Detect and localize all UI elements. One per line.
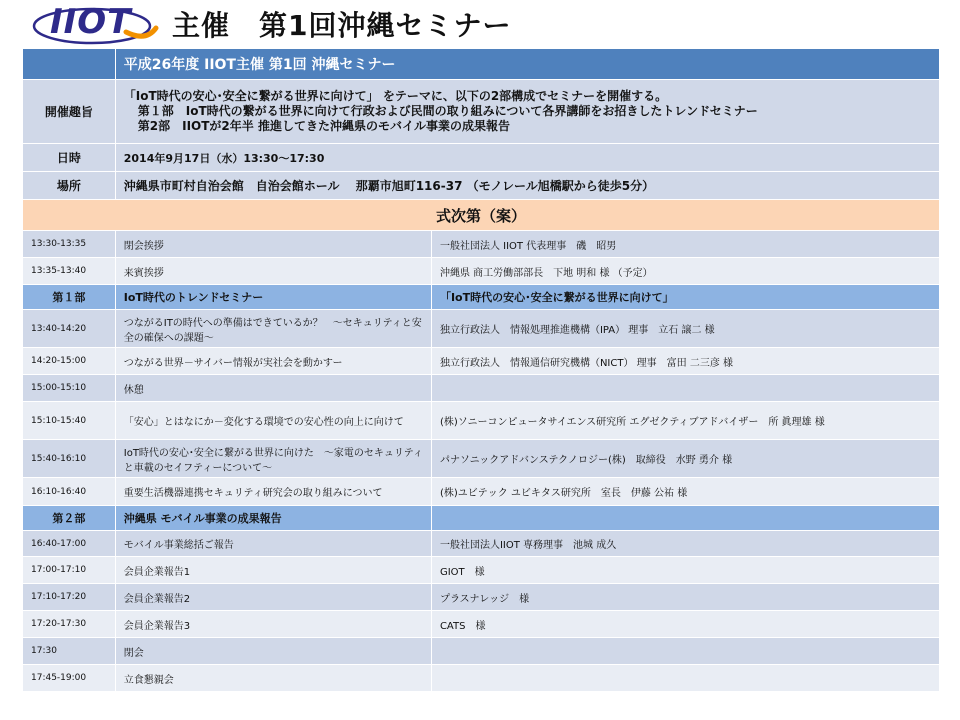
speaker-cell: 一般社団法人IIOT 専務理事 池城 成久: [431, 531, 939, 557]
iiot-logo: [30, 2, 160, 46]
program-title-row: [23, 200, 940, 231]
item-cell: 閉会: [115, 638, 431, 665]
table-row: [23, 531, 940, 557]
speaker-cell: (株)ユビテック ユビキタス研究所 室長 伊藤 公祐 様: [431, 478, 939, 506]
time-cell: 13:40-14:20: [23, 310, 116, 348]
table-row: [23, 638, 940, 665]
speaker-cell: [431, 638, 939, 665]
item-cell: 会員企業報告2: [115, 584, 431, 611]
speaker-cell: 独立行政法人 情報通信研究機構（NICT） 理事 富田 二三彦 様: [431, 348, 939, 375]
time-cell: 15:00-15:10: [23, 375, 116, 402]
speaker-cell: 独立行政法人 情報処理推進機構（IPA） 理事 立石 譲二 様: [431, 310, 939, 348]
place-label: 場所: [23, 172, 116, 200]
purpose-line-1: 「IoT時代の安心･安全に繋がる世界に向けて」 をテーマに、以下の2部構成でセミナーを開催する。: [123, 89, 668, 103]
table-row: [23, 611, 940, 638]
speaker-cell: [431, 665, 939, 692]
purpose-row: [23, 80, 940, 144]
item-cell: 会員企業報告1: [115, 557, 431, 584]
table-row: [23, 584, 940, 611]
part1-title: IoT時代のトレンドセミナー: [115, 285, 431, 310]
item-cell: つながる世界－サイバー情報が実社会を動かすー: [115, 348, 431, 375]
time-cell: 15:40-16:10: [23, 440, 116, 478]
time-cell: 15:10-15:40: [23, 402, 116, 440]
time-cell: 17:10-17:20: [23, 584, 116, 611]
date-row: [23, 144, 940, 172]
item-cell: 「安心」とはなにか－変化する環境での安心性の向上に向けて: [115, 402, 431, 440]
part2-theme: [431, 506, 939, 531]
table-row: [23, 440, 940, 478]
opening-rows: [23, 231, 940, 285]
speaker-cell: CATS 様: [431, 611, 939, 638]
logo-text: IIOT: [50, 2, 132, 42]
page-title: 主催 第1回沖縄セミナー: [172, 9, 512, 42]
speaker-cell: 一般社団法人 IIOT 代表理事 磯 昭男: [431, 231, 939, 258]
purpose-label: 開催趣旨: [23, 80, 116, 144]
time-cell: 17:20-17:30: [23, 611, 116, 638]
program-title: 式次第（案）: [23, 200, 940, 231]
table-header-title: 平成26年度 IIOT主催 第1回 沖縄セミナー: [115, 49, 939, 80]
part1-label: 第１部: [23, 285, 116, 310]
table-row: [23, 348, 940, 375]
part1-theme: 「IoT時代の安心･安全に繋がる世界に向けて」: [431, 285, 939, 310]
part2-title: 沖縄県 モバイル事業の成果報告: [115, 506, 431, 531]
table-row: [23, 557, 940, 584]
part2-header-row: [23, 506, 940, 531]
item-cell: つながるITの時代への準備はできているか？ ～セキュリティと安全の確保への課題～: [115, 310, 431, 348]
table-row: [23, 375, 940, 402]
item-cell: モバイル事業総括ご報告: [115, 531, 431, 557]
time-cell: 17:45-19:00: [23, 665, 116, 692]
purpose-line-2: 第１部 IoT時代の繋がる世界に向けて行政および民間の取り組みについて各界講師をお招きしたトレンドセミナー: [137, 104, 758, 118]
table-row: [23, 258, 940, 285]
purpose-line-3: 第2部 IIOTが2年半 推進してきた沖縄県のモバイル事業の成果報告: [137, 119, 510, 133]
item-cell: 立食懇親会: [115, 665, 431, 692]
table-row: [23, 478, 940, 506]
part1-rows: [23, 310, 940, 506]
seminar-table: [22, 48, 940, 692]
table-row: [23, 402, 940, 440]
place-value: 沖縄県市町村自治会館 自治会館ホール 那覇市旭町116-37 （モノレール旭橋駅から徒歩5分）: [115, 172, 939, 200]
time-cell: 16:40-17:00: [23, 531, 116, 557]
speaker-cell: 沖縄県 商工労働部部長 下地 明和 様 （予定）: [431, 258, 939, 285]
date-value: 2014年9月17日（水）13:30〜17:30: [115, 144, 939, 172]
item-cell: 来賓挨拶: [115, 258, 431, 285]
speaker-cell: (株)ソニーコンピュータサイエンス研究所 エグゼクティブアドバイザー 所 眞理雄 様: [431, 402, 939, 440]
page-header: [0, 0, 960, 48]
item-cell: 休憩: [115, 375, 431, 402]
time-cell: 13:35-13:40: [23, 258, 116, 285]
place-row: [23, 172, 940, 200]
item-cell: 重要生活機器連携セキュリティ研究会の取り組みについて: [115, 478, 431, 506]
item-cell: 会員企業報告3: [115, 611, 431, 638]
table-row: [23, 231, 940, 258]
part2-label: 第２部: [23, 506, 116, 531]
time-cell: 17:00-17:10: [23, 557, 116, 584]
item-cell: IoT時代の安心･安全に繋がる世界に向けた ～家電のセキュリティと車載のセイフティーについて～: [115, 440, 431, 478]
table-row: [23, 665, 940, 692]
table-header-row: [23, 49, 940, 80]
speaker-cell: GIOT 様: [431, 557, 939, 584]
speaker-cell: プラスナレッジ 様: [431, 584, 939, 611]
speaker-cell: [431, 375, 939, 402]
table-row: [23, 310, 940, 348]
item-cell: 閉会挨拶: [115, 231, 431, 258]
time-cell: 14:20-15:00: [23, 348, 116, 375]
part1-header-row: [23, 285, 940, 310]
date-label: 日時: [23, 144, 116, 172]
speaker-cell: パナソニックアドバンステクノロジー(株) 取締役 水野 勇介 様: [431, 440, 939, 478]
part2-rows: [23, 531, 940, 692]
time-cell: 16:10-16:40: [23, 478, 116, 506]
time-cell: 13:30-13:35: [23, 231, 116, 258]
time-cell: 17:30: [23, 638, 116, 665]
purpose-value: [115, 80, 939, 144]
